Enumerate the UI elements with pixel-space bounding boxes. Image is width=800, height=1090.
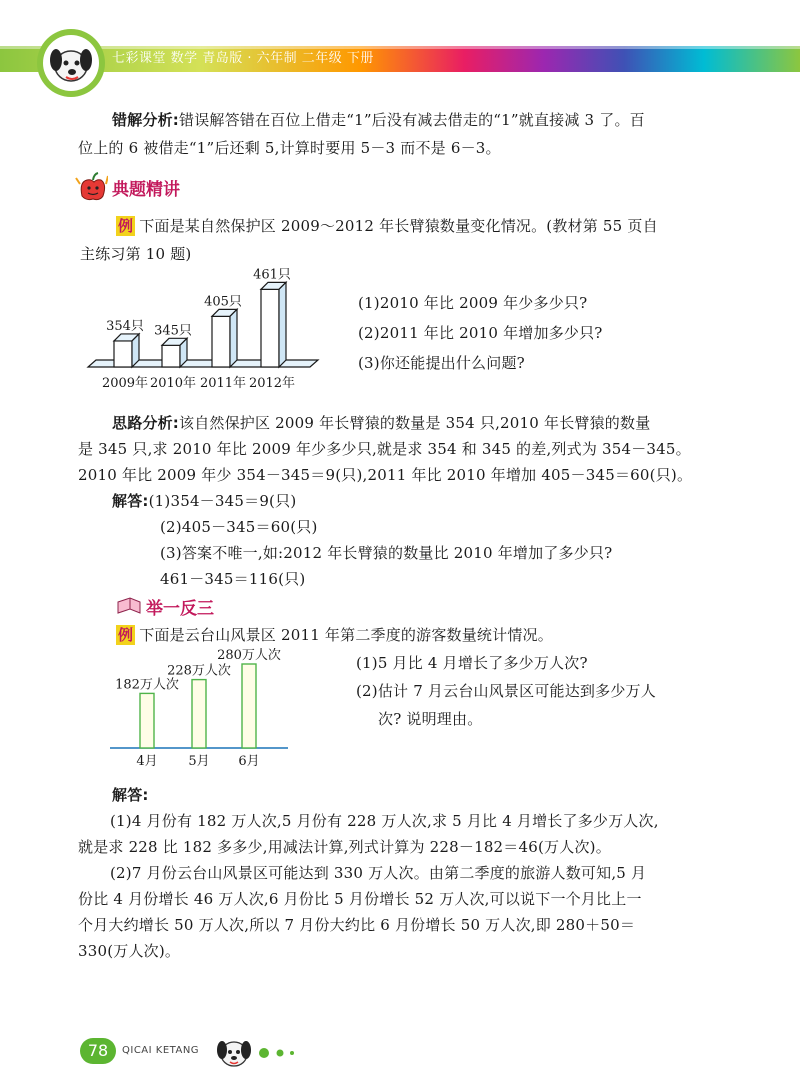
section-title-practice: 举一反三 bbox=[146, 599, 214, 619]
footer-dots bbox=[258, 1046, 308, 1060]
error-analysis-line2: 位上的 6 被借走“1”后还剩 5,计算时要用 5－3 而不是 6－3。 bbox=[78, 139, 501, 157]
answer2-p2c: 个月大约增长 50 万人次,所以 7 月份大约比 6 月份增长 50 万人次,即 280＋50＝ bbox=[78, 916, 636, 934]
example1-line1: 例 下面是某自然保护区 2009～2012 年长臂猿数量变化情况。(教材第 55 页自 bbox=[118, 217, 658, 235]
analysis-line3: 2010 年比 2009 年少 354－345＝9(只),2011 年比 2010 年增加 405－345＝60(只)。 bbox=[78, 466, 693, 484]
analysis-line2: 是 345 只,求 2010 年比 2009 年少多少只,就是求 354 和 345 的差,列式为 354－345。 bbox=[78, 440, 691, 458]
example1-line2: 主练习第 10 题) bbox=[80, 245, 192, 263]
page-number: 78 bbox=[80, 1038, 116, 1064]
answer1-line4: 461－345＝116(只) bbox=[160, 570, 306, 588]
bar bbox=[192, 680, 206, 748]
data-label: 345只 bbox=[154, 323, 192, 339]
section-title-typical: 典题精讲 bbox=[112, 180, 180, 200]
error-analysis-label: 错解分析: bbox=[112, 111, 179, 129]
tick-label: 2012年 bbox=[248, 376, 296, 391]
mascot-dog-icon bbox=[34, 26, 108, 100]
gibbon-bar-chart bbox=[84, 265, 334, 400]
example-badge: 例 bbox=[118, 626, 134, 644]
answer1-line2: (2)405－345＝60(只) bbox=[160, 518, 318, 536]
data-label: 354只 bbox=[106, 318, 144, 334]
tick-label: 2010年 bbox=[149, 376, 197, 391]
example1-question-3: (3)你还能提出什么问题? bbox=[358, 354, 525, 372]
bar bbox=[242, 664, 256, 748]
tick-label: 4月 bbox=[136, 754, 158, 769]
example2-line1: 例 下面是云台山风景区 2011 年第二季度的游客数量统计情况。 bbox=[118, 626, 553, 644]
example-badge: 例 bbox=[118, 217, 134, 235]
bar bbox=[212, 309, 237, 367]
tick-label: 2011年 bbox=[199, 376, 247, 391]
answer2-p1b: 就是求 228 比 182 多多少,用减法计算,列式计算为 228－182＝46(万人次)。 bbox=[78, 838, 611, 856]
tick-label: 2009年 bbox=[101, 376, 149, 391]
answer2-p1a: (1)4 月份有 182 万人次,5 月份有 228 万人次,求 5 月比 4 月增长了多少万人次, bbox=[110, 812, 659, 830]
header-title: 七彩课堂 数学 青岛版 · 六年制 二年级 下册 bbox=[112, 51, 374, 66]
answer1-line3: (3)答案不唯一,如:2012 年长臂猿的数量比 2010 年增加了多少只? bbox=[160, 544, 613, 562]
apple-icon bbox=[74, 170, 108, 202]
data-label: 461只 bbox=[253, 267, 291, 283]
answer1-line1: 解答:(1)354－345＝9(只) bbox=[112, 492, 297, 510]
data-label: 280万人次 bbox=[217, 648, 281, 663]
answer2-label: 解答: bbox=[112, 786, 149, 804]
tick-label: 5月 bbox=[188, 754, 210, 769]
tourist-bar-chart bbox=[106, 648, 306, 773]
analysis-line1: 思路分析:该自然保护区 2009 年长臂猿的数量是 354 只,2010 年长臂猿的数量 bbox=[112, 414, 651, 432]
data-label: 182万人次 bbox=[115, 677, 179, 693]
example1-question-1: (1)2010 年比 2009 年少多少只? bbox=[358, 294, 588, 312]
bar bbox=[140, 693, 154, 748]
example2-question-1: (1)5 月比 4 月增长了多少万人次? bbox=[356, 654, 588, 672]
data-label: 228万人次 bbox=[167, 663, 231, 679]
answer2-p2d: 330(万人次)。 bbox=[78, 942, 181, 960]
example2-question-2a: (2)估计 7 月云台山风景区可能达到多少万人 bbox=[356, 682, 656, 700]
tick-label: 6月 bbox=[238, 754, 260, 769]
bar bbox=[261, 282, 286, 367]
example1-question-2: (2)2011 年比 2010 年增加多少只? bbox=[358, 324, 603, 342]
answer2-p2b: 份比 4 月份增长 46 万人次,6 月份比 5 月份增长 52 万人次,可以说下一个月比上一 bbox=[78, 890, 642, 908]
bar bbox=[114, 334, 139, 367]
book-icon bbox=[116, 596, 142, 616]
footer-brand: QICAI KETANG bbox=[122, 1045, 200, 1056]
analysis-label: 思路分析: bbox=[112, 414, 179, 432]
mascot-dog-icon bbox=[212, 1030, 256, 1074]
example2-question-2b: 次? 说明理由。 bbox=[378, 710, 483, 728]
answer2-p2a: (2)7 月份云台山风景区可能达到 330 万人次。由第二季度的旅游人数可知,5 月 bbox=[110, 864, 647, 882]
bar bbox=[162, 338, 187, 367]
answer1-label: 解答: bbox=[112, 492, 149, 510]
data-label: 405只 bbox=[204, 294, 242, 310]
error-analysis-line1: 错解分析:错误解答错在百位上借走“1”后没有减去借走的“1”就直接减 3 了。百 bbox=[112, 111, 645, 129]
